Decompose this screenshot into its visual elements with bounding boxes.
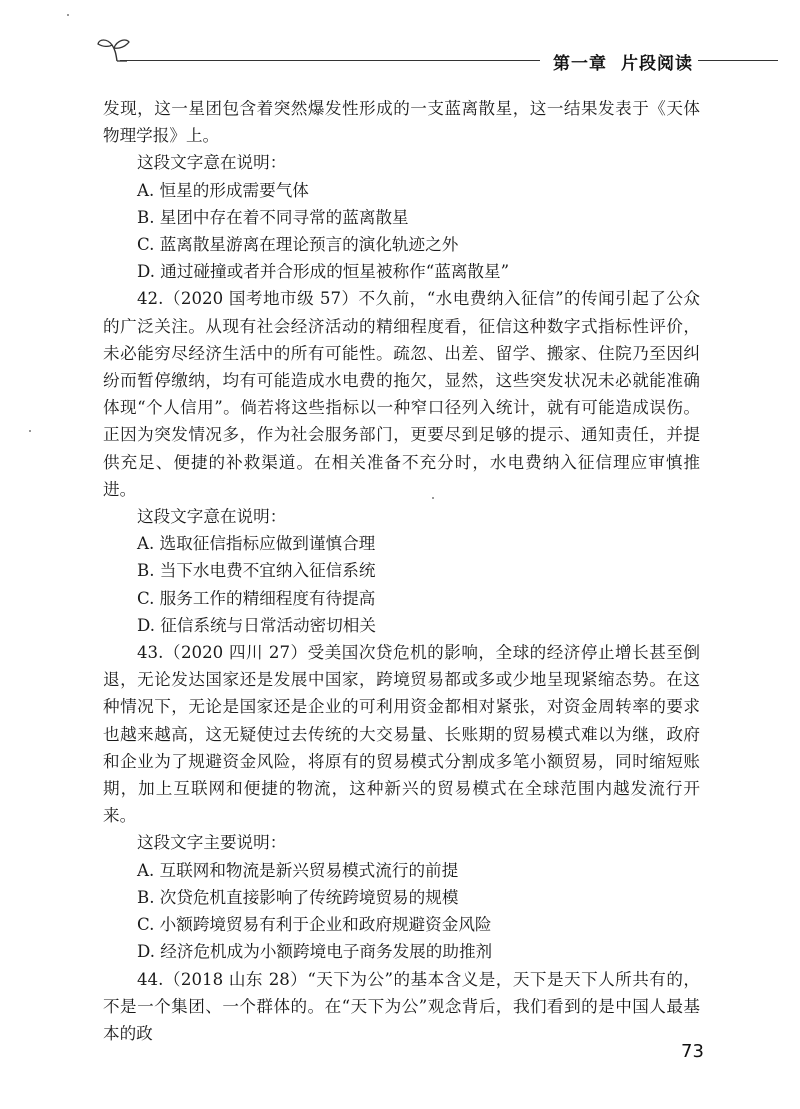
question-44: 44.（2018 山东 28）“天下为公”的基本含义是，天下是天下人所共有的，不是一个集团、一个群体的。在“天下为公”观念背后，我们看到的是中国人最基本的政 (103, 969, 700, 1043)
option-a: A. 选取征信指标应做到谨慎合理 (137, 534, 376, 554)
option-c: C. 蓝离散星游离在理论预言的演化轨迹之外 (137, 235, 459, 255)
question-42: 42.（2020 国考地市级 57）不久前，“水电费纳入征信”的传闻引起了公众的广泛关注。从现有社会经济活动的精细程度看，征信这种数字式指标性评价，未必能穷尽经济生活中的所有可能性。疏忽、出差、留学、搬家、住院乃至因纠纷而暂停缴纳，均有可能造成水电费的拖欠，显然，这些突发状况未必就能准确体现“个人信用”。倘若将这些指标以一种窄口径列入统计，就有可能造成误伤。正因为突发情况多，作为社会服务部门，更要尽到足够的提示、通知责任，并提供充足、便捷的补救渠道。在相关准备不充分时，水电费纳入征信理应审慎推进。 (103, 289, 700, 499)
question-prompt: 这段文字主要说明： (137, 833, 287, 853)
header-title (553, 49, 693, 74)
scan-speck (432, 497, 434, 499)
option-c: C. 服务工作的精细程度有待提高 (137, 588, 376, 608)
header-rule-right (698, 60, 778, 61)
option-d: D. 征信系统与日常活动密切相关 (137, 615, 376, 635)
option-b: B. 当下水电费不宜纳入征信系统 (137, 561, 376, 581)
paragraph-continuation: 发现，这一星团包含着突然爆发性形成的一支蓝离散星，这一结果发表于《天体物理学报》上。 (103, 99, 700, 146)
header-rule-left (120, 60, 540, 61)
scan-speck (67, 14, 69, 16)
page-body (103, 95, 700, 1047)
option-b: B. 星团中存在着不同寻常的蓝离散星 (137, 207, 409, 227)
option-a: A. 恒星的形成需要气体 (137, 180, 309, 200)
question-prompt: 这段文字意在说明： (137, 507, 287, 527)
option-a: A. 互联网和物流是新兴贸易模式流行的前提 (137, 860, 459, 880)
question-43: 43.（2020 四川 27）受美国次贷危机的影响，全球的经济停止增长甚至倒退，无论发达国家还是发展中国家，跨境贸易都或多或少地呈现紧缩态势。在这种情况下，无论是国家还是企业的可利用资金都相对紧张，对资金周转率的要求也越来越高，这无疑使过去传统的大交易量、长账期的贸易模式难以为继，政府和企业为了规避资金风险，将原有的贸易模式分割成多笔小额贸易，同时缩短账期，加上互联网和便捷的物流，这种新兴的贸易模式在全球范围内越发流行开来。 (103, 643, 700, 826)
chapter-label: 第一章 (553, 54, 607, 74)
page-number: 73 (681, 1041, 704, 1062)
scan-speck (29, 430, 31, 432)
option-c: C. 小额跨境贸易有利于企业和政府规避资金风险 (137, 915, 492, 935)
option-d: D. 经济危机成为小额跨境电子商务发展的助推剂 (137, 942, 493, 962)
option-d: D. 通过碰撞或者并合形成的恒星被称作“蓝离散星” (137, 262, 510, 282)
running-header (0, 0, 800, 80)
question-prompt: 这段文字意在说明： (137, 153, 287, 173)
option-b: B. 次贷危机直接影响了传统跨境贸易的规模 (137, 887, 459, 907)
section-label: 片段阅读 (621, 54, 693, 74)
